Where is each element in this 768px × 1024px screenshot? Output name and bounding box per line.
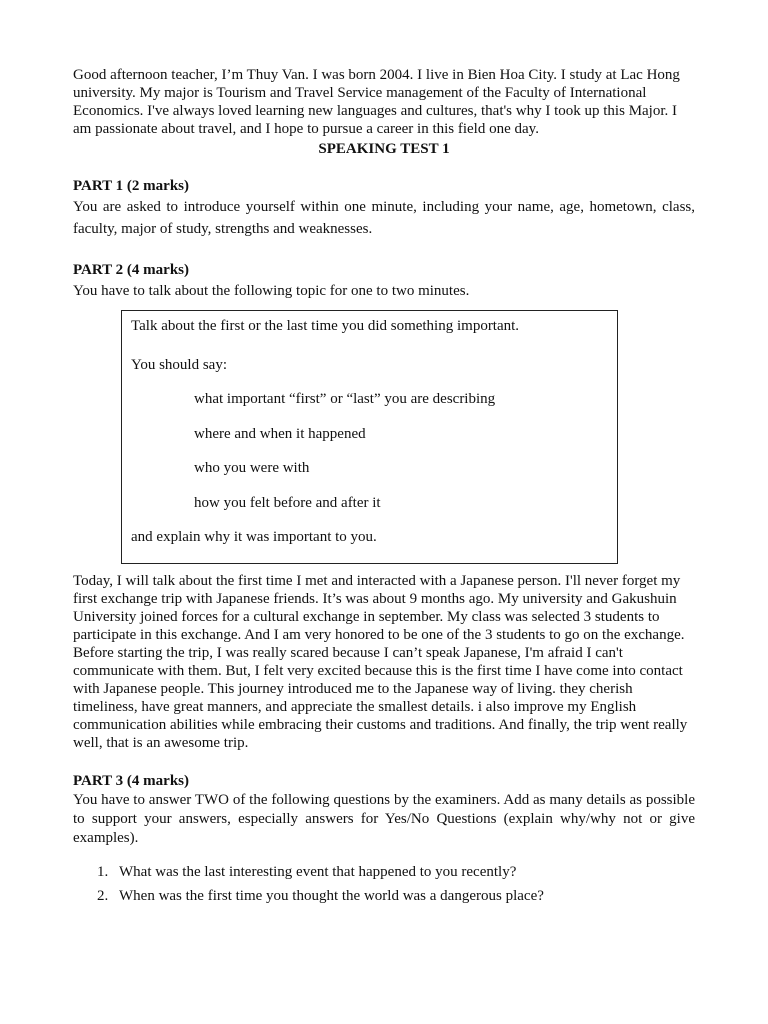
part2-instructions: You have to talk about the following topic for one to two minutes.: [73, 283, 470, 299]
part3-heading: PART 3 (4 marks): [73, 773, 189, 789]
topic-card-closing: and explain why it was important to you.: [131, 529, 377, 545]
part2-answer-paragraph: Today, I will talk about the first time I met and interacted with a Japanese person. I'll never forget my first exchange trip with Japanese friends. It’s was about 9 months ago. My university and Gakushuin University joined forces for a cultural exchange in september. My class was selected 3 students to participate in this exchange. And I am very honored to be one of the 3 students to go on the exchange. Before starting the trip, I was really scared because I can’t speak Japanese, I'm afraid I can't communicate with them. But, I felt very excited because this is the first time I have come into contact with Japanese people. This journey introduced me to the Japanese way of living. they cherish timeliness, have great manners, and appreciate the smallest details. i also improve my English communication abilities while embracing their customs and traditions. And finally, the trip went really well, that is an awesome trip.: [73, 573, 688, 751]
part2-heading: PART 2 (4 marks): [73, 262, 189, 278]
topic-card-title: Talk about the first or the last time you did something important.: [131, 318, 520, 334]
topic-card-cue: where and when it happened: [194, 425, 366, 442]
topic-card-cue: what important “first” or “last” you are describing: [194, 391, 496, 407]
question-item: [73, 886, 695, 906]
document-content: [73, 66, 695, 910]
part1-instructions: You are asked to introduce yourself within one minute, including your name, age, hometown, class, faculty, major of study, strengths and weaknesses.: [73, 199, 695, 237]
question-text: What was the last interesting event that happened to you recently?: [119, 864, 517, 880]
topic-card: [121, 310, 618, 564]
topic-card-cue: who you were with: [194, 460, 310, 476]
question-item: [73, 862, 695, 882]
question-text: When was the first time you thought the world was a dangerous place?: [119, 888, 544, 904]
topic-card-cue: how you felt before and after it: [194, 494, 381, 511]
question-number: 2.: [97, 888, 109, 904]
part3-instructions: You have to answer TWO of the following questions by the examiners. Add as many details as possible to support your answers, especially answers for Yes/No Questions (explain why/why not or give examples).: [73, 792, 695, 846]
part1-heading: PART 1 (2 marks): [73, 178, 189, 194]
intro-paragraph: Good afternoon teacher, I’m Thuy Van. I was born 2004. I live in Bien Hoa City. I study at Lac Hong university. My major is Tourism and Travel Service management of the Faculty of International Economics. I've always loved learning new languages and cultures, that's why I took up this Major. I am passionate about travel, and I hope to pursue a career in this field one day.: [73, 67, 680, 137]
test-title: SPEAKING TEST 1: [318, 141, 450, 157]
question-number: 1.: [97, 864, 109, 880]
topic-card-should-say: You should say:: [131, 357, 227, 373]
question-list: [73, 862, 695, 906]
